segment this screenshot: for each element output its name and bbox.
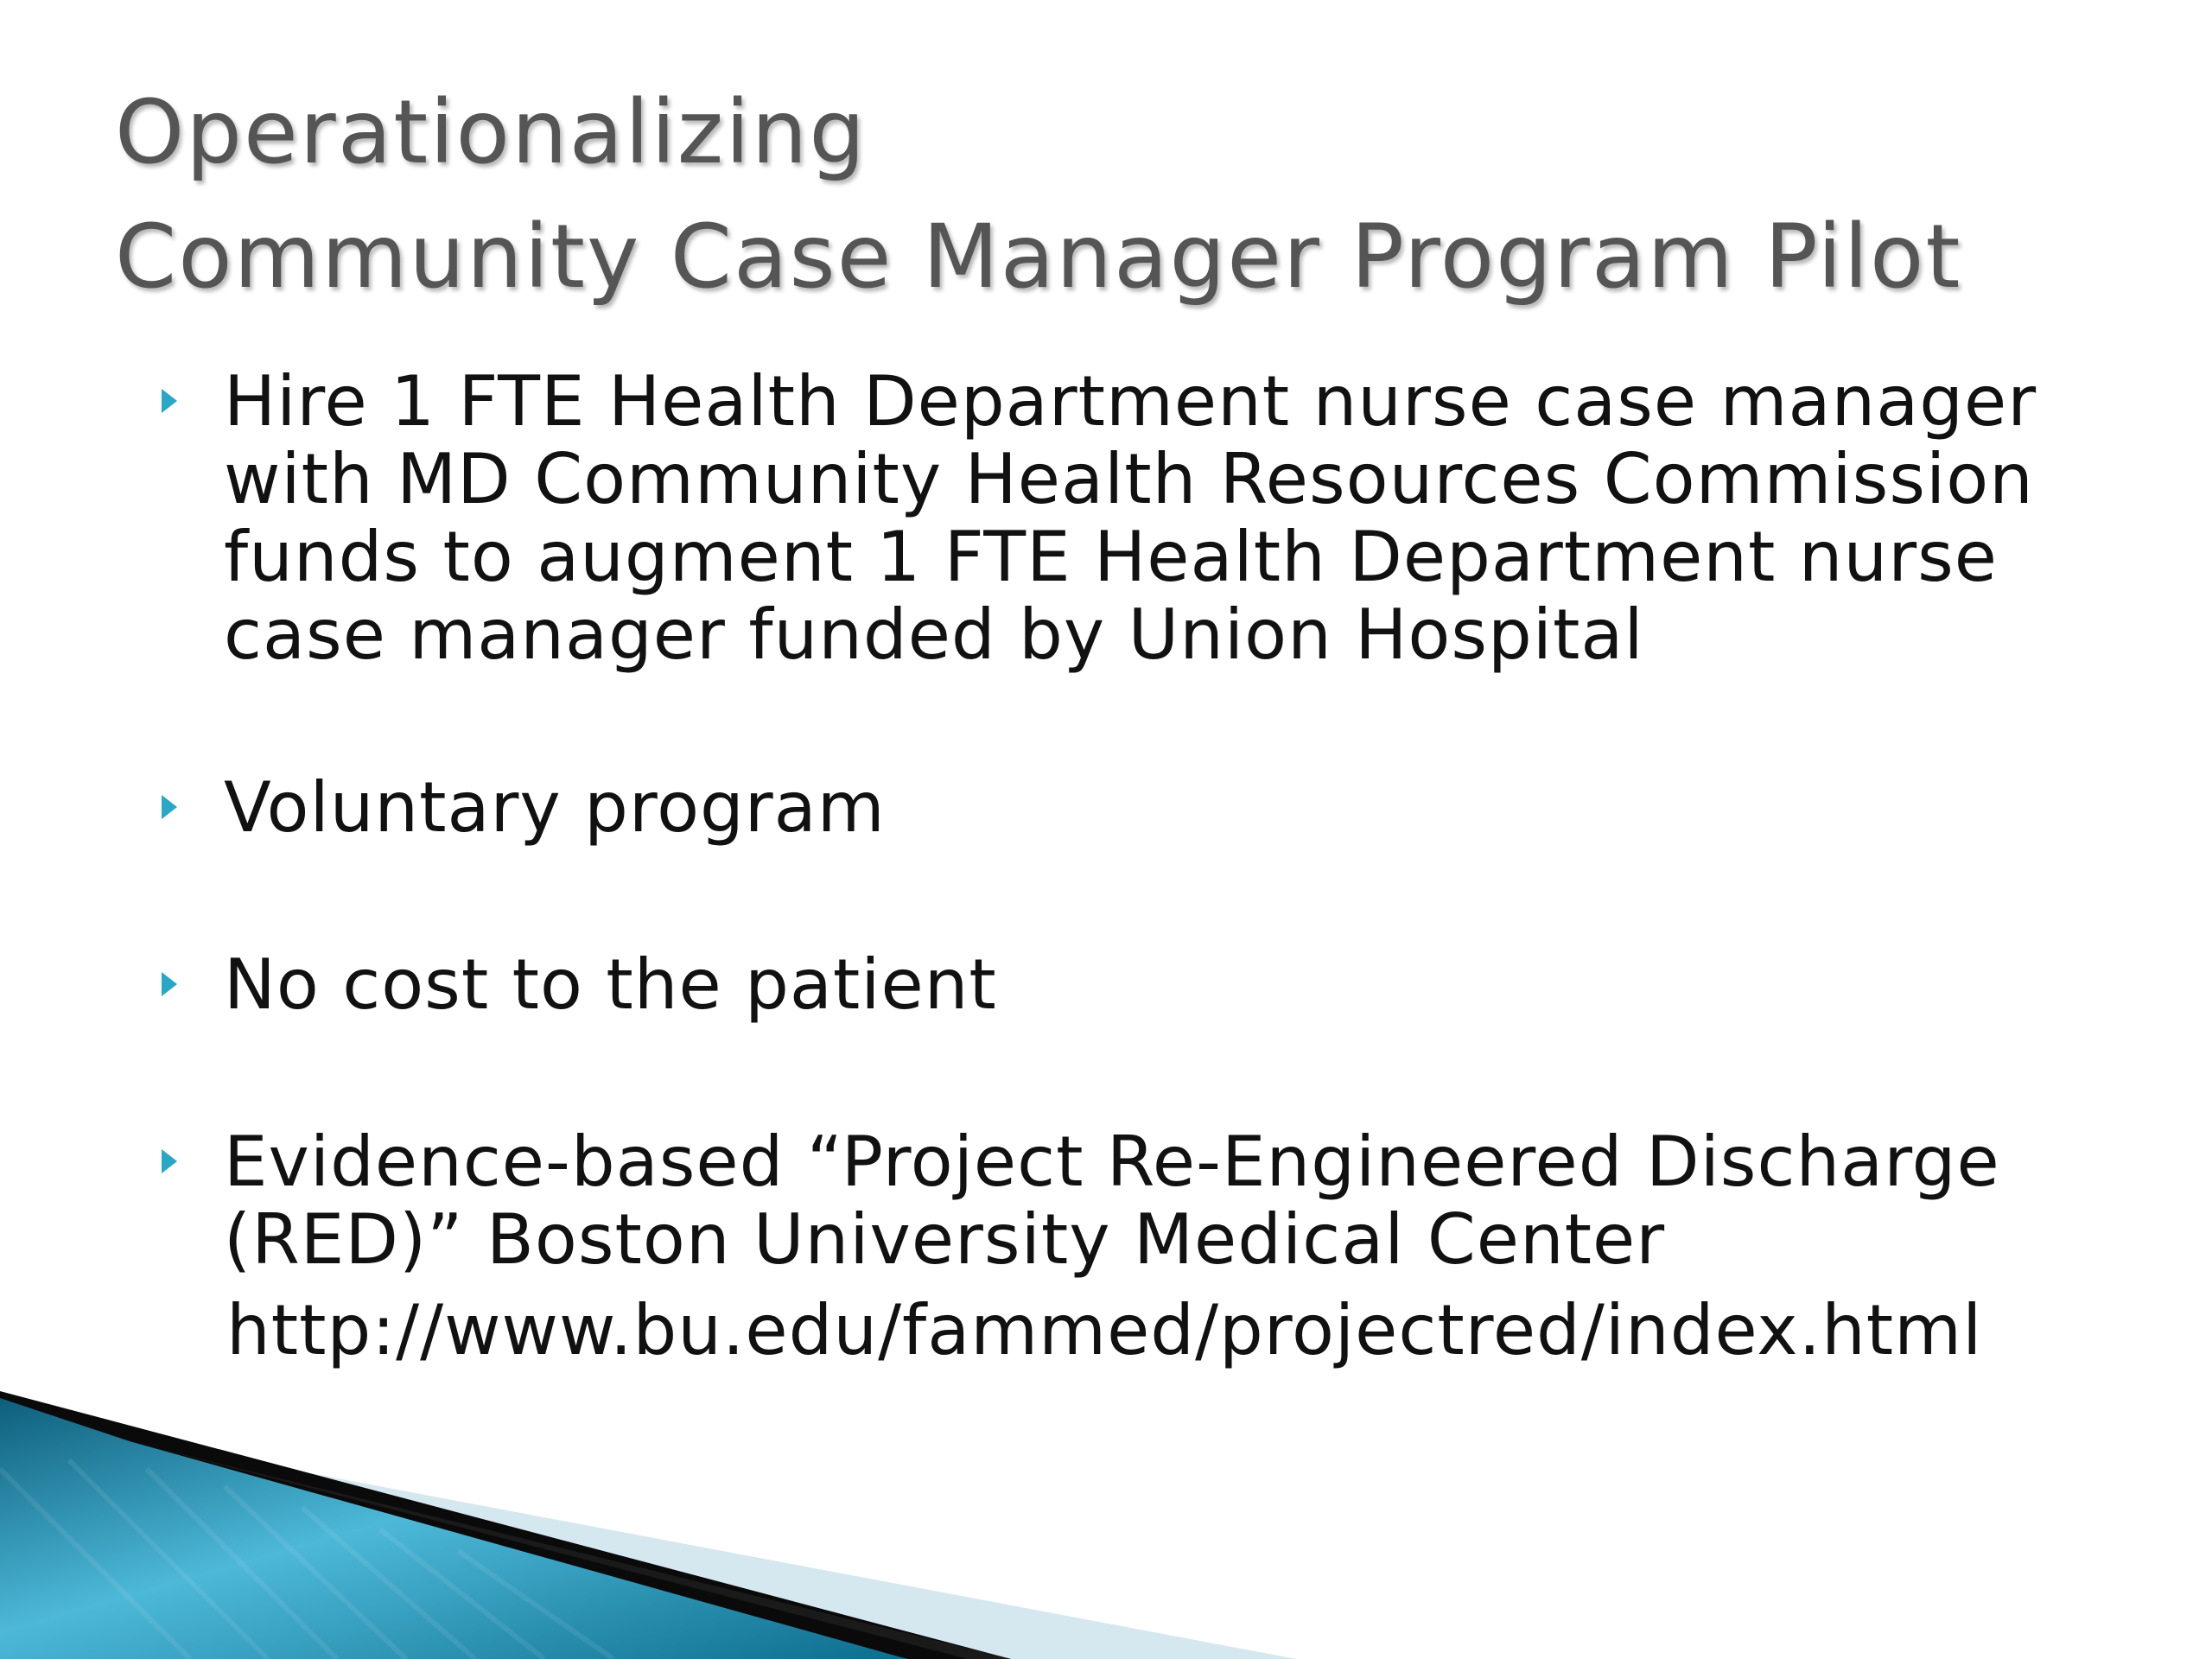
project-red-url[interactable]: http://www.bu.edu/fammed/projectred/index.html: [226, 1290, 1983, 1370]
bullet-line: funds to augment 1 FTE Health Department nurse: [224, 517, 1998, 597]
triangle-bullet-icon: [162, 389, 177, 413]
triangle-bullet-icon: [162, 972, 177, 996]
bullet-line: Voluntary program: [224, 767, 886, 848]
bullet-text: [224, 769, 2082, 847]
bullet-line: No cost to the patient: [224, 944, 997, 1025]
bullet-text: [224, 363, 2082, 674]
title-line-1: Operationalizing: [115, 81, 868, 184]
title-line-2: Community Case Manager Program Pilot: [115, 206, 1962, 308]
bullet-line: (RED)” Boston University Medical Center: [224, 1199, 1666, 1280]
bullet-line: Evidence-based “Project Re-Engineered Discharge: [224, 1122, 2000, 1202]
bullet-line: with MD Community Health Resources Commission: [224, 439, 2034, 519]
bullet-line: Hire 1 FTE Health Department nurse case manager: [224, 361, 2037, 442]
triangle-bullet-icon: [162, 1149, 177, 1173]
triangle-bullet-icon: [162, 795, 177, 819]
bullet-line: case manager funded by Union Hospital: [224, 594, 1644, 675]
bullet-text: [224, 1123, 2082, 1279]
bullet-text: [224, 946, 2082, 1024]
slide-title: [115, 71, 2102, 320]
